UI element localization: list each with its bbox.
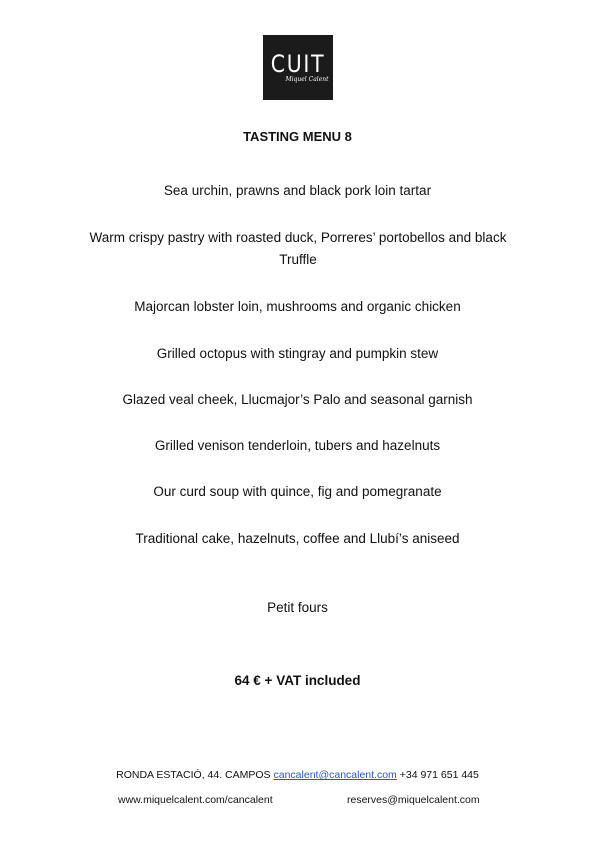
dish-petit-fours: Petit fours (267, 600, 328, 615)
menu-title: TASTING MENU 8 (243, 129, 352, 144)
footer-website: www.miquelcalent.com/cancalent (118, 794, 273, 806)
logo-signature: Miquel Calent (285, 75, 329, 83)
dish-4: Grilled octopus with stingray and pumpkin stew (156, 346, 439, 361)
restaurant-logo (263, 35, 333, 100)
dish-5: Glazed veal cheek, Llucmajor’s Palo and seasonal garnish (122, 392, 473, 407)
footer-phone: +34 971 651 445 (399, 769, 479, 781)
dish-2: Warm crispy pastry with roasted duck, Porreres’ portobellos and black Truffle (89, 230, 507, 267)
dish-3: Majorcan lobster loin, mushrooms and organic chicken (134, 299, 461, 314)
footer-contact-line (0, 769, 595, 781)
footer-address: RONDA ESTACIÓ, 44. CAMPOS (116, 769, 271, 781)
dish-8: Traditional cake, hazelnuts, coffee and Llubí’s aniseed (135, 531, 460, 546)
dish-6: Grilled venison tenderloin, tubers and hazelnuts (154, 438, 441, 453)
logo-text: CUIT (270, 49, 326, 78)
dish-1: Sea urchin, prawns and black pork loin tartar (163, 183, 432, 198)
footer-reservations-email: reserves@miquelcalent.com (347, 794, 480, 806)
dish-7: Our curd soup with quince, fig and pomegranate (153, 484, 442, 499)
menu-price: 64 € + VAT included (234, 673, 361, 688)
footer-email-link[interactable]: cancalent@cancalent.com (273, 769, 397, 781)
